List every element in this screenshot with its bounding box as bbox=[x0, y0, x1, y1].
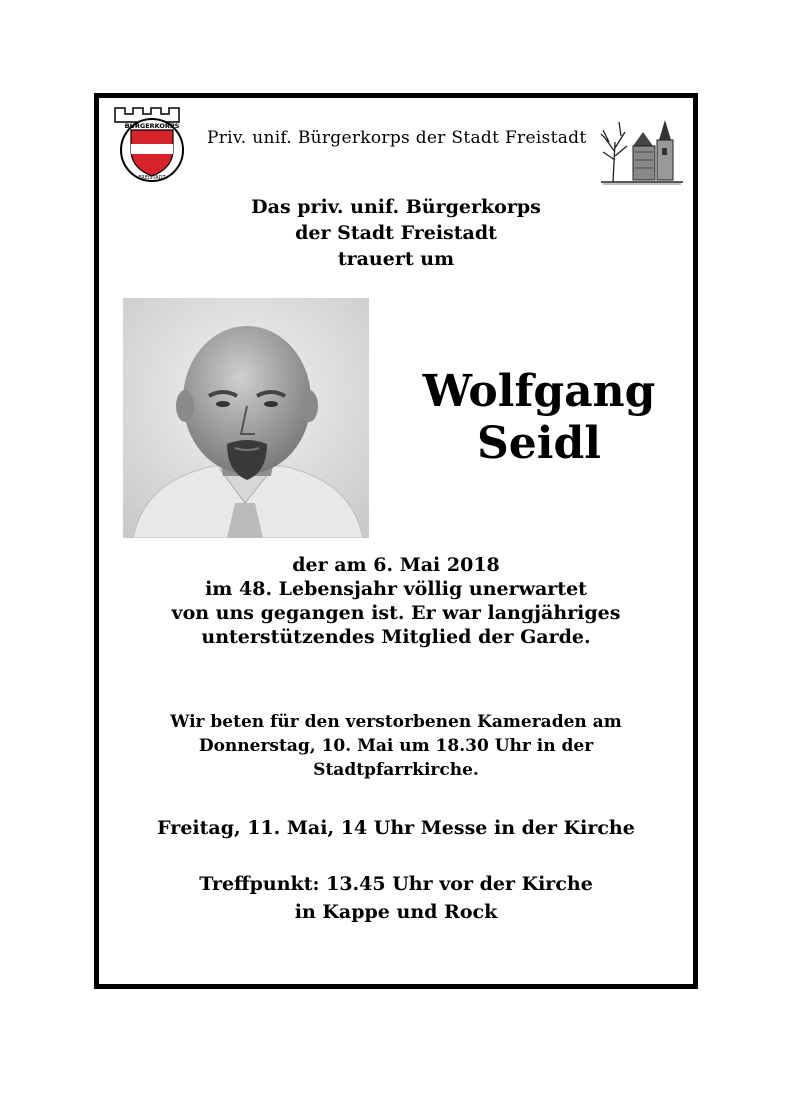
notice-line: unterstützendes Mitglied der Garde. bbox=[201, 626, 591, 648]
deceased-first-name: Wolfgang bbox=[422, 366, 656, 417]
notice-line: von uns gegangen ist. Er war langjähriges bbox=[171, 602, 621, 624]
prayer-line: Wir beten für den verstorbenen Kameraden am bbox=[170, 712, 622, 732]
notice-paragraph bbox=[99, 553, 693, 649]
intro-line-3: trauert um bbox=[337, 248, 455, 270]
organization-title: Priv. unif. Bürgerkorps der Stadt Freistadt bbox=[207, 128, 587, 148]
meeting-paragraph bbox=[99, 870, 693, 926]
meeting-line: Treffpunkt: 13.45 Uhr vor der Kirche bbox=[199, 873, 593, 895]
notice-line: der am 6. Mai 2018 bbox=[292, 554, 500, 576]
intro-line-2: der Stadt Freistadt bbox=[295, 222, 497, 244]
intro-line-1: Das priv. unif. Bürgerkorps bbox=[251, 196, 541, 218]
mass-line: Freitag, 11. Mai, 14 Uhr Messe in der Kirche bbox=[157, 817, 635, 839]
crest-logo bbox=[109, 104, 195, 184]
portrait-photo bbox=[123, 298, 369, 538]
prayer-line: Donnerstag, 10. Mai um 18.30 Uhr in der bbox=[198, 736, 594, 756]
church-sketch-icon bbox=[599, 112, 685, 186]
deceased-last-name: Seidl bbox=[477, 418, 601, 469]
notice-frame bbox=[94, 93, 698, 989]
notice-line: im 48. Lebensjahr völlig unerwartet bbox=[205, 578, 587, 600]
crest-text-top: BÜRGERKORPS bbox=[124, 122, 180, 130]
prayer-paragraph bbox=[99, 710, 693, 782]
meeting-line: in Kappe und Rock bbox=[294, 901, 498, 923]
crest-text-bottom: FREISTADT bbox=[138, 175, 166, 181]
prayer-line: Stadtpfarrkirche. bbox=[313, 760, 479, 780]
